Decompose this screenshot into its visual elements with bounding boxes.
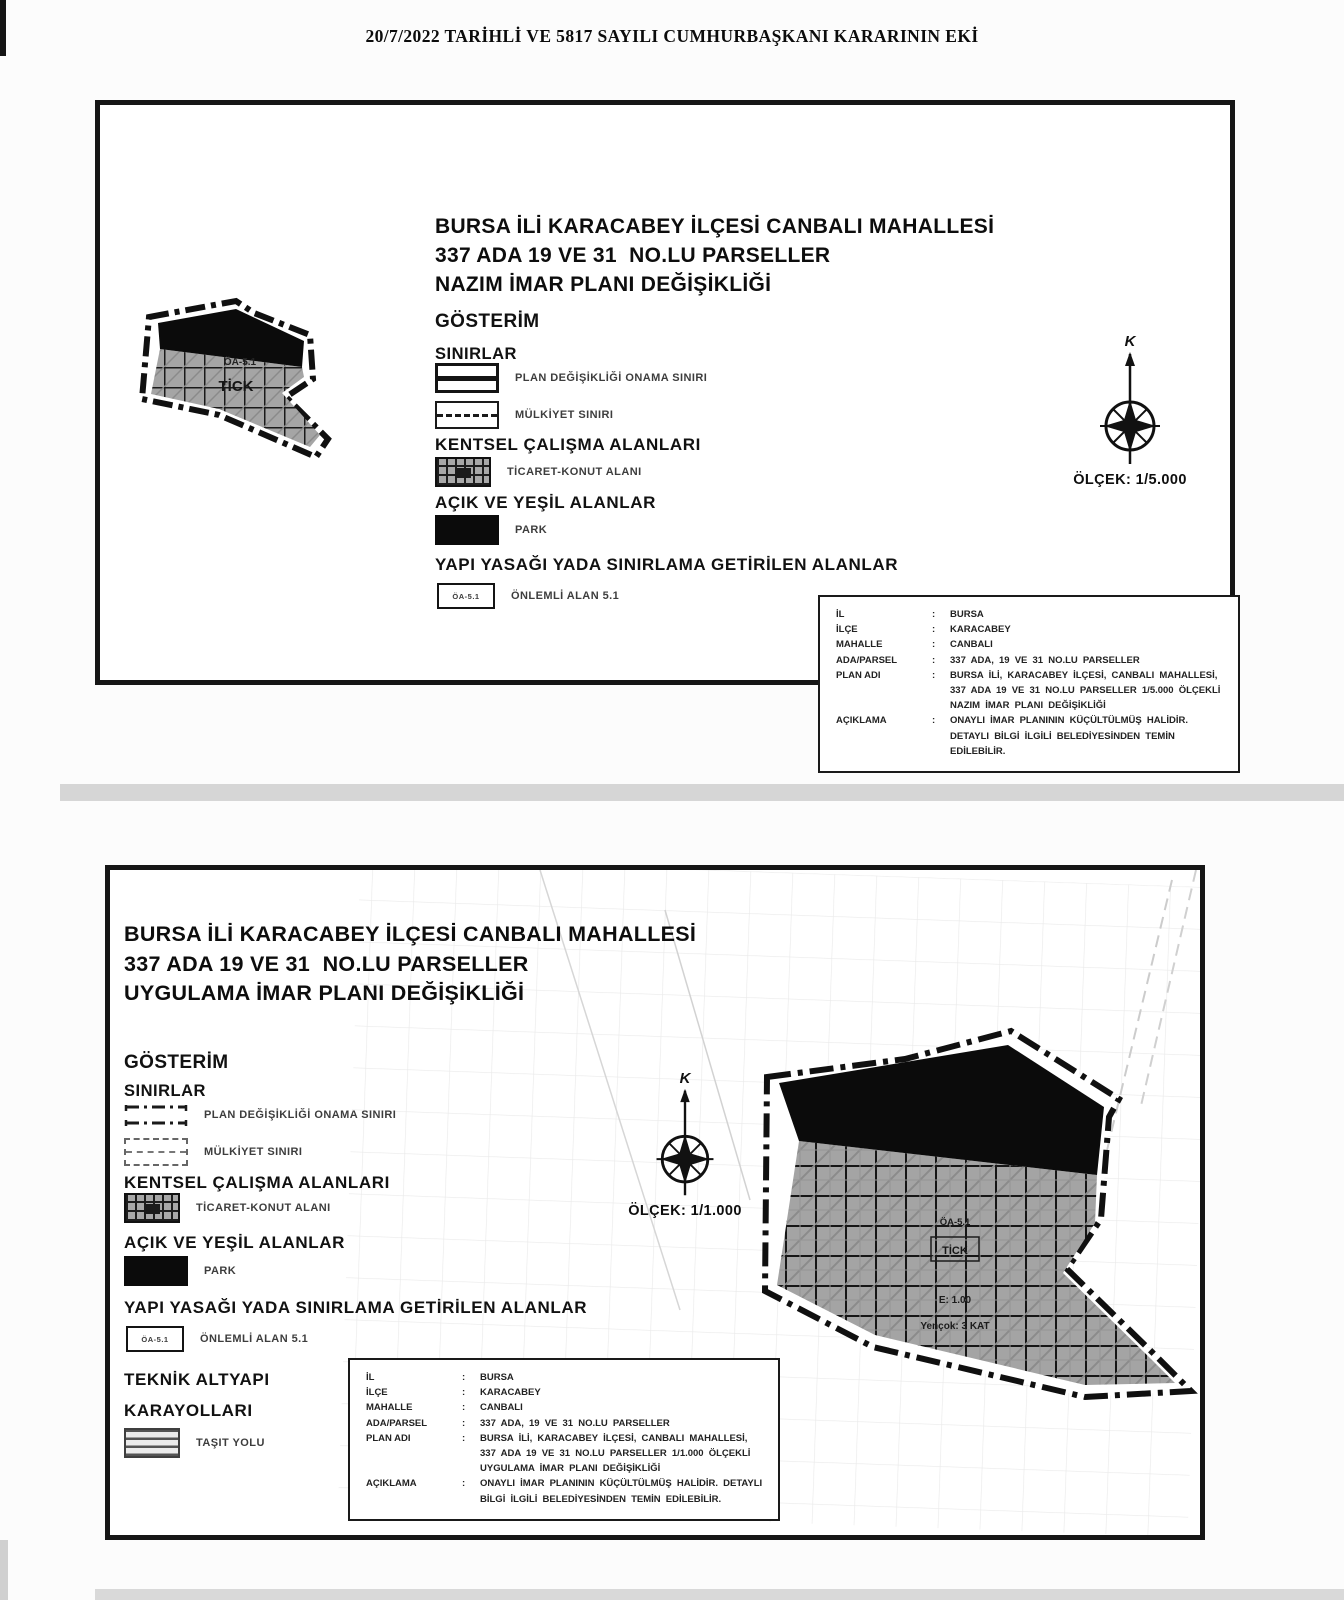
- info-row: İLÇE : KARACABEY: [366, 1387, 541, 1399]
- mulkiyet-siniri-icon: [124, 1138, 188, 1166]
- scan-band: [95, 1589, 1344, 1600]
- ticaret-konut-area: [777, 1141, 1175, 1385]
- onama-siniri-icon: [435, 363, 499, 393]
- info-row: ADA/PARSEL : 337 ADA, 19 VE 31 NO.LU PARSELLER: [836, 654, 1140, 666]
- compass-block: [605, 1070, 765, 1219]
- scan-band: [60, 784, 1344, 801]
- gosterim-heading: GÖSTERİM: [435, 311, 540, 332]
- info-row: PLAN ADI : BURSA İLİ, KARACABEY İLÇESİ, CANBALI MAHALLESİ, 337 ADA 19 VE 31 NO.LU PARSELLER 1/1.000 ÖLÇEKLİ UYGULAMA İMAR PLANI DEĞİŞİKLİĞİ: [366, 1432, 751, 1475]
- map-label-oa: ÖA-5.1: [223, 357, 257, 368]
- info-row: AÇIKLAMA : ONAYLI İMAR PLANININ KÜÇÜLTÜLMÜŞ HALİDİR. DETAYLI BİLGİ İLGİLİ BELEDİYESİNDEN TEMİN EDİLEBİLİR.: [836, 715, 1188, 757]
- map-label-emsal: E: 1.00: [938, 1295, 972, 1306]
- plan-title-line1: BURSA İLİ KARACABEY İLÇESİ CANBALI MAHALLESİ: [435, 215, 995, 238]
- nazim-plan-map: [124, 287, 349, 477]
- info-row: ADA/PARSEL : 337 ADA, 19 VE 31 NO.LU PARSELLER: [366, 1417, 670, 1429]
- plan-title-line3: UYGULAMA İMAR PLANI DEĞİŞİKLİĞİ: [124, 981, 525, 1006]
- yapi-yasagi-heading: YAPI YASAĞI YADA SINIRLAMA GETİRİLEN ALANLAR: [435, 555, 899, 574]
- compass-rose-icon: [643, 1087, 727, 1199]
- info-row: AÇIKLAMA : ONAYLI İMAR PLANININ KÜÇÜLTÜLMÜŞ HALİDİR. DETAYLI BİLGİ İLGİLİ BELEDİYESİNDEN TEMİN EDİLEBİLİR.: [366, 1478, 763, 1505]
- legend-onama-siniri: PLAN DEĞİŞİKLİĞİ ONAMA SINIRI: [435, 363, 707, 393]
- legend-tasit-yolu: TAŞIT YOLU: [124, 1428, 265, 1458]
- compass-block: [1045, 333, 1215, 488]
- plan-title-line2: 337 ADA 19 VE 31 NO.LU PARSELLER: [124, 951, 529, 976]
- tasit-yolu-icon: [124, 1428, 180, 1458]
- kentsel-heading: KENTSEL ÇALIŞMA ALANLARI: [435, 435, 701, 454]
- ticaret-konut-icon: [435, 457, 491, 487]
- document-header: 20/7/2022 TARİHLİ VE 5817 SAYILI CUMHURBAŞKANI KARARININ EKİ: [365, 26, 979, 46]
- map-label-tick: TİCK: [218, 378, 254, 395]
- kentsel-heading: KENTSEL ÇALIŞMA ALANLARI: [124, 1173, 390, 1192]
- park-icon: [435, 515, 499, 545]
- north-label: K: [679, 1070, 691, 1087]
- north-label: K: [1124, 333, 1136, 350]
- sinirlar-heading: SINIRLAR: [124, 1082, 206, 1100]
- legend-onlemli-alan: ÖA-5.1 ÖNLEMLİ ALAN 5.1: [437, 583, 619, 609]
- plan-title: [124, 920, 696, 1009]
- acik-yesil-heading: AÇIK VE YEŞİL ALANLAR: [435, 493, 657, 512]
- onlemli-alan-icon: ÖA-5.1: [126, 1326, 184, 1352]
- legend-onama-siniri: PLAN DEĞİŞİKLİĞİ ONAMA SINIRI: [124, 1102, 396, 1128]
- info-row: İL : BURSA: [366, 1372, 514, 1383]
- map-label-oa: ÖA-5.1: [939, 1217, 971, 1228]
- scan-artifact: [0, 1540, 8, 1600]
- plan-title-line3: NAZIM İMAR PLANI DEĞİŞİKLİĞİ: [435, 272, 772, 296]
- map-label-yencok: Yençok: 3 KAT: [920, 1321, 990, 1332]
- info-row: MAHALLE : CANBALI: [836, 639, 993, 651]
- acik-yesil-heading: AÇIK VE YEŞİL ALANLAR: [124, 1233, 346, 1252]
- legend-mulkiyet-siniri: MÜLKİYET SINIRI: [435, 401, 613, 429]
- plan-title-line2: 337 ADA 19 VE 31 NO.LU PARSELLER: [435, 243, 831, 267]
- uygulama-plan-map: [755, 1015, 1205, 1405]
- legend-park: PARK: [124, 1256, 236, 1286]
- scale-label: ÖLÇEK: 1/1.000: [628, 1203, 742, 1219]
- sinirlar-heading: SINIRLAR: [435, 345, 517, 363]
- legend-ticaret-konut: TİCARET-KONUT ALANI: [124, 1193, 331, 1223]
- plan-info-table: [818, 595, 1240, 773]
- onlemli-alan-icon: ÖA-5.1: [437, 583, 495, 609]
- legend-park: PARK: [435, 515, 547, 545]
- karayollari-heading: KARAYOLLARI: [124, 1401, 253, 1420]
- gosterim-heading: GÖSTERİM: [124, 1052, 229, 1073]
- info-row: PLAN ADI : BURSA İLİ, KARACABEY İLÇESİ, CANBALI MAHALLESİ, 337 ADA 19 VE 31 NO.LU PARSELLER 1/5.000 ÖLÇEKLİ NAZIM İMAR PLANI DEĞİŞİKLİĞİ: [836, 669, 1221, 712]
- park-icon: [124, 1256, 188, 1286]
- panel-uygulama-plan: [105, 865, 1205, 1540]
- compass-rose-icon: [1088, 350, 1172, 468]
- plan-info-table: [348, 1358, 780, 1521]
- panel-nazim-plan: [95, 100, 1235, 757]
- legend-mulkiyet-siniri: MÜLKİYET SINIRI: [124, 1138, 302, 1166]
- onama-siniri-icon: [124, 1102, 188, 1128]
- scale-label: ÖLÇEK: 1/5.000: [1073, 472, 1187, 488]
- info-row: MAHALLE : CANBALI: [366, 1402, 523, 1414]
- info-row: İLÇE : KARACABEY: [836, 624, 1011, 636]
- legend-onlemli-alan: ÖA-5.1 ÖNLEMLİ ALAN 5.1: [126, 1326, 308, 1352]
- plan-title: [435, 213, 994, 300]
- yapi-yasagi-heading: YAPI YASAĞI YADA SINIRLAMA GETİRİLEN ALANLAR: [124, 1298, 588, 1317]
- mulkiyet-siniri-icon: [435, 401, 499, 429]
- ticaret-konut-icon: [124, 1193, 180, 1223]
- legend-ticaret-konut: TİCARET-KONUT ALANI: [435, 457, 642, 487]
- map-label-tick: TİCK: [942, 1245, 968, 1257]
- plan-title-line1: BURSA İLİ KARACABEY İLÇESİ CANBALI MAHALLESİ: [124, 922, 697, 946]
- teknik-altyapi-heading: TEKNİK ALTYAPI: [124, 1370, 270, 1389]
- info-row: İL : BURSA: [836, 609, 984, 620]
